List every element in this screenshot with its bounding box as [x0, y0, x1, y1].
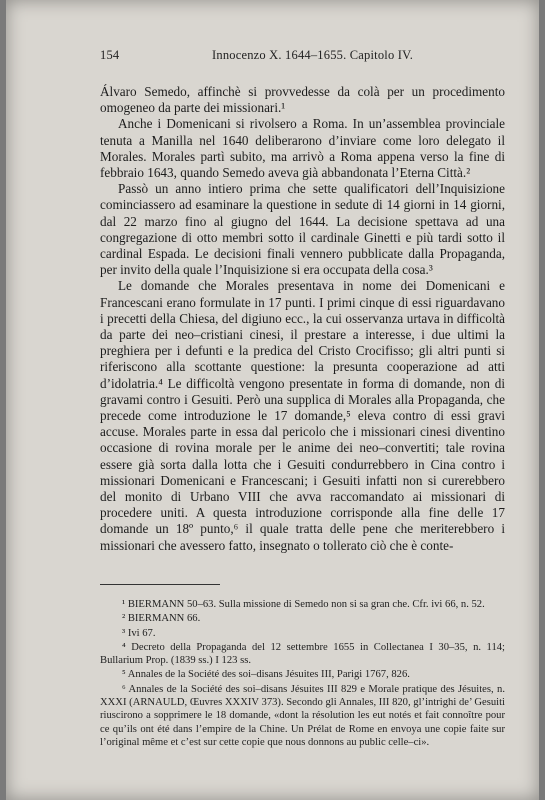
running-title: Innocenzo X. 1644–1655. Capitolo IV. — [212, 48, 414, 62]
paragraph: Anche i Domenicani si rivolsero a Roma. In un’assemblea provinciale tenuta a Manilla nel 1640 deliberarono d’inviare come loro delegato il Morales. Morales partì subito, ma arrivò a Roma appena verso la fine di febbraio 1643, quando Semedo aveva già abbandonata l’Eterna Città.² — [100, 116, 505, 181]
footnote: ³ Ivi 67. — [122, 627, 156, 639]
book-page — [6, 0, 539, 800]
footnote: ⁶ Annales de la Société des soi–disans Jésuites III 829 e Morale pratique des Jésuites, n. XXXI (ARNAULD, Œuvres XXXIV 373). Secondo gli Annales, III 820, gl’intrighi de’ Gesuiti riuscirono a sopprimere le 18 domande, «dont la résolution les eut notés et fait connoître pour ce qu’ils ont été dans l’empire de la Chine. Un Prélat de Rome en envoya une copie faite sur l’original même et c’est sur cette copie que nous donnons au public celle–ci». — [100, 683, 505, 748]
footnotes — [100, 598, 505, 750]
main-text — [100, 84, 505, 554]
paragraph: Le domande che Morales presentava in nome dei Domenicani e Francescani erano formulate in 17 punti. I primi cinque di essi riguardavano i precetti della Chiesa, del digiuno ecc., la cui osservanza urtava in difficoltà da parte dei neo–cristiani cinesi, il prestare a interesse, i due ultimi la preghiera per i defunti e la predica del Cristo Crocifisso; gli altri punti si riferiscono alla scottante questione: la presunta cooperazione ad atti d’idolatria.⁴ Le difficoltà vengono presentate in forma di domande, non di gravami contro i Gesuiti. Però una supplica di Morales alla Propaganda, che precede come introduzione le 17 domande,⁵ eleva contro di essi gravi accuse. Morales parte in essa dal pericolo che i missionari cinesi diventino occasione di rovina morale per le anime dei neo–convertiti; tale rovina essere già sorta dalla lotta che i Gesuiti condurrebbero in Cina contro i missionari Domenicani e Francescani; i Gesuiti infatti non si curerebbero del monito di Urbano VIII che avva raccomandato ai missionari di procedere uniti. A questa introduzione corrisponde alla fine delle 17 domande un 18º punto,⁶ il quale tratta delle pene che meriterebbero i missionari che avessero fatto, insegnato o tollerato ciò che è conte- — [100, 278, 505, 553]
footnote-separator — [100, 584, 220, 585]
footnote: ⁴ Decreto della Propaganda del 12 settembre 1655 in Collectanea I 30–35, n. 114; Bullarium Prop. (1839 ss.) I 123 ss. — [100, 641, 505, 667]
paragraph: Álvaro Semedo, affinchè si provvedesse da colà per un procedimento omogeneo da parte dei missionari.¹ — [100, 84, 505, 116]
page-number: 154 — [100, 48, 120, 62]
footnote: ² BIERMANN 66. — [122, 613, 201, 625]
paragraph: Passò un anno intiero prima che sette qualificatori dell’Inquisizione cominciassero ad esaminare la questione in sedute di 14 giorni in 14 giorni, dal 22 marzo fino al giugno del 1644. La decisione spettava ad una congregazione di otto membri sotto il cardinale Ginetti e più tardi sotto il cardinal Espada. Le decisioni finali vennero pubblicate dalla Propaganda, per invito della quale l’Inquisizione si era occupata della cosa.³ — [100, 181, 505, 278]
footnote: ¹ BIERMANN 50–63. Sulla missione di Semedo non si sa gran che. Cfr. ivi 66, n. 52. — [122, 599, 485, 610]
footnote: ⁵ Annales de la Société des soi–disans Jésuites III, Parigi 1767, 826. — [122, 669, 410, 681]
